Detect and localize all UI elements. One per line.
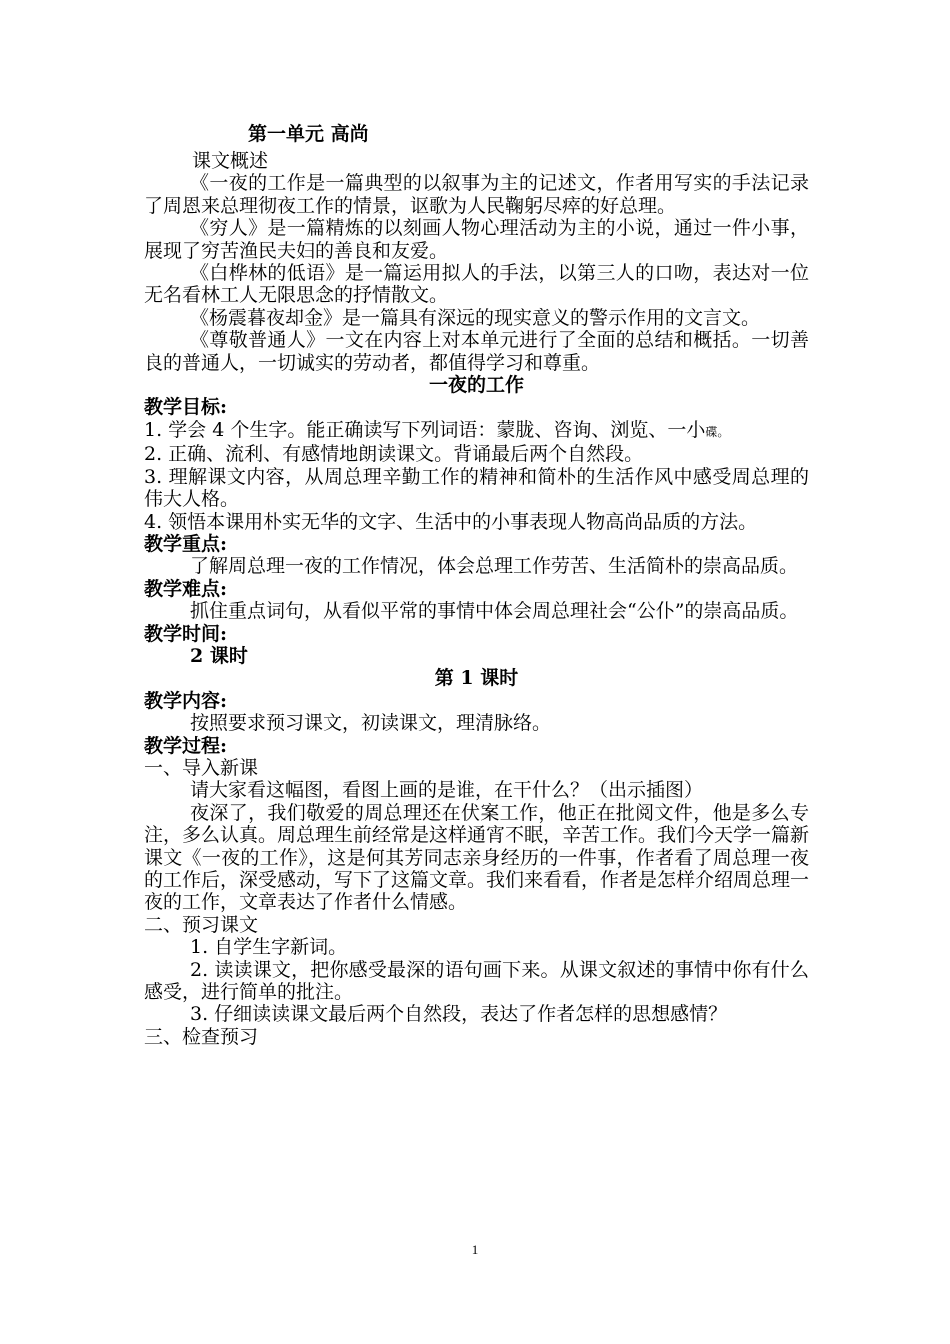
overview-heading: 课文概述	[192, 150, 269, 172]
overview-paragraph: 《尊敬普通人》一文在内容上对本单元进行了全面的总结和概括。一切善良的普通人，一切诚实的劳动者，都值得学习和尊重。	[144, 329, 809, 374]
content-heading: 教学内容:	[144, 689, 228, 712]
process-paragraph: 1. 自学生字新词。	[190, 936, 348, 959]
lesson-title: 一夜的工作	[428, 374, 524, 397]
unit-title: 第一单元 高尚	[248, 123, 369, 145]
time-heading: 教学时间:	[144, 622, 228, 645]
page-number: 1	[471, 1242, 479, 1257]
process-paragraph: 请大家看这幅图，看图上画的是谁，在干什么？（出示插图）	[190, 779, 704, 802]
overview-paragraph: 《杨震暮夜却金》是一篇具有深远的现实意义的警示作用的文言文。	[190, 306, 761, 329]
time-text: 2 课时	[190, 644, 248, 667]
objective-item: 3. 理解课文内容，从周总理辛勤工作的精神和简朴的生活作风中感受周总理的伟大人格。	[144, 465, 809, 511]
overview-paragraph: 《穷人》是一篇精炼的以刻画人物心理活动为主的小说，通过一件小事，展现了穷苦渔民夫妇的善良和友爱。	[144, 217, 809, 262]
section-heading: 三、检查预习	[144, 1025, 259, 1048]
overview-paragraph: 《一夜的工作是一篇典型的以叙事为主的记述文，作者用写实的手法记录了周恩来总理彻夜工作的情景，讴歌为人民鞠躬尽瘁的好总理。	[144, 172, 809, 217]
process-paragraph: 夜深了，我们敬爱的周总理还在伏案工作，他正在批阅文件，他是多么专注，多么认真。周总理生前经常是这样通宵不眠，辛苦工作。我们今天学一篇新课文《一夜的工作》，这是何其芳同志亲身经历的一件事，作者看了周总理一夜的工作后，深受感动，写下了这篇文章。我们来看看，作者是怎样介绍周总理一夜的工作，文章表达了作者什么情感。	[144, 801, 810, 914]
objectives-heading: 教学目标:	[144, 396, 228, 419]
objective-item: 2. 正确、流利、有感情地朗读课文。背诵最后两个自然段。	[144, 443, 644, 466]
period-title: 第 1 课时	[434, 667, 519, 690]
overview-paragraph: 《白桦林的低语》是一篇运用拟人的手法，以第三人的口吻，表达对一位无名看林工人无限思念的抒情散文。	[144, 262, 809, 307]
small-char: 碟。	[705, 424, 730, 439]
process-heading: 教学过程:	[144, 734, 228, 757]
objective-item: 4. 领悟本课用朴实无华的文字、生活中的小事表现人物高尚品质的方法。	[144, 510, 758, 533]
objective-item: 1. 学会 4 个生字。能正确读写下列词语：蒙胧、咨询、浏览、一小碟。	[144, 418, 730, 441]
difficulties-text: 抓住重点词句，从看似平常的事情中体会周总理社会“公仆”的崇高品质。	[190, 600, 799, 623]
difficulties-heading: 教学难点:	[144, 577, 228, 600]
process-paragraph: 3. 仔细读读课文最后两个自然段，表达了作者怎样的思想感情？	[190, 1003, 728, 1026]
key-points-heading: 教学重点:	[144, 532, 228, 555]
process-paragraph: 2. 读读课文，把你感受最深的语句画下来。从课文叙述的事情中你有什么感受，进行简单的批注。	[144, 958, 809, 1004]
section-heading: 一、导入新课	[144, 756, 259, 779]
document-page	[144, 120, 809, 1048]
section-heading: 二、预习课文	[144, 913, 259, 936]
content-text: 按照要求预习课文，初读课文，理清脉络。	[190, 712, 552, 735]
key-points-text: 了解周总理一夜的工作情况，体会总理工作劳苦、生活简朴的崇高品质。	[190, 555, 799, 578]
